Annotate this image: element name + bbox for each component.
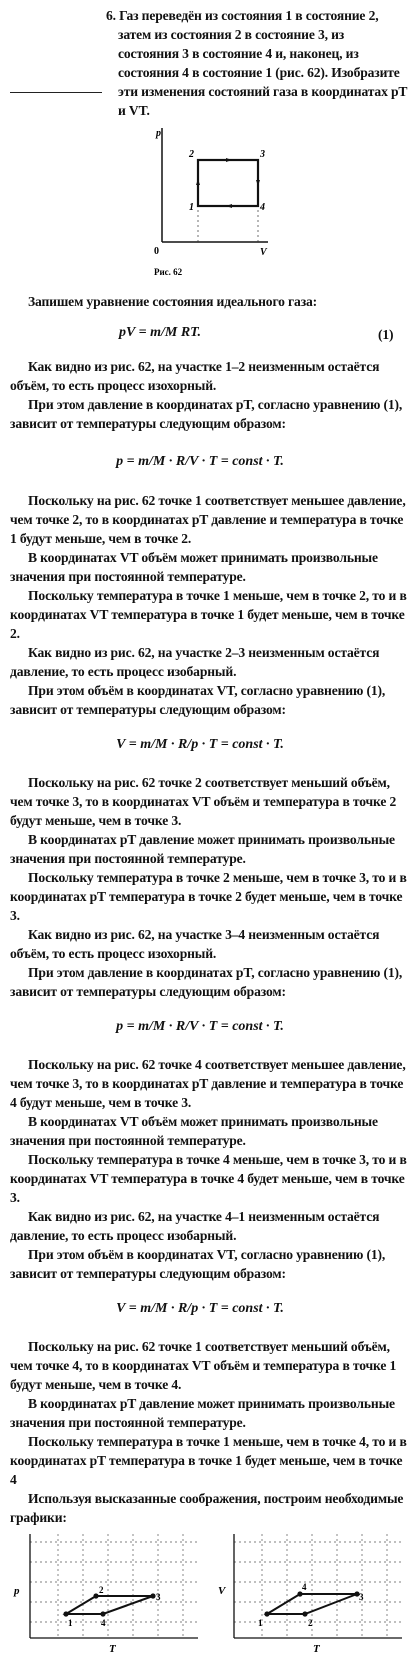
- VT-label-3: 3: [359, 1592, 364, 1602]
- paragraph: Используя высказанные соображения, построим необходимые графики:: [10, 1491, 404, 1525]
- figure-axis-x: V: [260, 247, 267, 258]
- task-number: 6.: [106, 8, 116, 23]
- solution-intro: Запишем уравнение состояния идеального газа:: [28, 294, 318, 309]
- graph-pT: [8, 1528, 208, 1656]
- paragraph: Поскольку температура в точке 2 меньше, чем в точке 3, то и в координатах pT температура в точке 2 будет меньше, чем в точке 3.: [10, 870, 407, 923]
- paragraph: Поскольку на рис. 62 точке 1 соответствует меньший объём, чем точке 4, то в координатах VT объём и температура в точке 1 будут меньше, чем в точке 4.: [10, 1339, 397, 1392]
- task-text: Газ переведён из состояния 1 в состояние 2, затем из состояния 2 в состояние 3, из состояния 3 в состояние 4 и, наконец, из состояния 4 в состояние 1 (рис. 62). Изобразите эти изменения состояний газа в координатах pT и VT.: [118, 8, 408, 118]
- answer-line: [10, 92, 102, 93]
- equation-4: p = m/M · R/V · T = const · T.: [116, 1019, 284, 1034]
- VT-label-2: 2: [308, 1618, 313, 1628]
- figure-axis-y: p: [156, 128, 161, 139]
- cycle-rect: [198, 160, 258, 206]
- VT-label-1: 1: [258, 1618, 263, 1628]
- paragraph: При этом давление в координатах pT, согласно уравнению (1), зависит от температуры следующим образом:: [10, 965, 403, 999]
- pT-label-2: 2: [99, 1585, 104, 1595]
- figure-point-1: 1: [189, 202, 194, 213]
- paragraph: Поскольку на рис. 62 точке 2 соответствует меньший объём, чем точке 3, то в координатах VT объём и температура в точке 2 будут меньше, чем в точке 3.: [10, 775, 397, 828]
- figure-origin: 0: [154, 246, 159, 257]
- paragraph: Поскольку на рис. 62 точке 1 соответствует меньшее давление, чем точке 2, то в координатах pT давление и температура в точке 1 будут меньше, чем в точке 2.: [10, 493, 406, 546]
- paragraph: Как видно из рис. 62, на участке 3–4 неизменным остаётся объём, то есть процесс изохорный.: [10, 927, 380, 961]
- paragraph: Поскольку температура в точке 1 меньше, чем в точке 4, то и в координатах pT температура в точке 1 будет меньше, чем в точке 4: [10, 1434, 407, 1487]
- paragraph: В координатах pT давление может принимать произвольные значения при постоянной температуре.: [10, 1396, 395, 1430]
- pT-label-1: 1: [68, 1618, 73, 1628]
- figure-point-3: 3: [260, 149, 265, 160]
- VT-label-4: 4: [302, 1582, 307, 1592]
- pT-ylabel: p: [14, 1585, 20, 1597]
- paragraph: Как видно из рис. 62, на участке 1–2 неизменным остаётся объём, то есть процесс изохорный.: [10, 359, 380, 393]
- equation-2: p = m/M · R/V · T = const · T.: [116, 454, 284, 469]
- paragraph: При этом давление в координатах pT, согласно уравнению (1), зависит от температуры следующим образом:: [10, 397, 403, 431]
- pT-xlabel: T: [109, 1643, 116, 1655]
- VT-xlabel: T: [313, 1643, 320, 1655]
- figure-point-2: 2: [189, 149, 194, 160]
- paragraph: Поскольку температура в точке 4 меньше, чем в точке 3, то и в координатах VT температура в точке 4 будет меньше, чем в точке 3.: [10, 1152, 407, 1205]
- paragraph: Как видно из рис. 62, на участке 4–1 неизменным остаётся давление, то есть процесс изобарный.: [10, 1209, 380, 1243]
- equation-1-number: (1): [378, 327, 394, 342]
- equation-3: V = m/M · R/p · T = const · T.: [116, 737, 284, 752]
- pT-cycle: [66, 1596, 153, 1614]
- pT-label-3: 3: [156, 1592, 161, 1602]
- figure-caption: Рис. 62: [154, 267, 183, 277]
- graph-VT: [212, 1528, 412, 1656]
- VT-ylabel: V: [218, 1585, 226, 1597]
- equation-5: V = m/M · R/p · T = const · T.: [116, 1301, 284, 1316]
- paragraph: При этом объём в координатах VT, согласно уравнению (1), зависит от температуры следующим образом:: [10, 683, 386, 717]
- paragraph: В координатах pT давление может принимать произвольные значения при постоянной температуре.: [10, 832, 395, 866]
- figure-62: [140, 120, 290, 280]
- paragraph: Поскольку на рис. 62 точке 4 соответствует меньшее давление, чем точке 3, то в координатах pT давление и температура в точке 4 будут меньше, чем в точке 3.: [10, 1057, 406, 1110]
- task-block: [106, 6, 408, 120]
- paragraph: При этом объём в координатах VT, согласно уравнению (1), зависит от температуры следующим образом:: [10, 1247, 386, 1281]
- figure-point-4: 4: [260, 202, 265, 213]
- equation-1: pV = m/M RT.: [119, 325, 201, 340]
- paragraph: Поскольку температура в точке 1 меньше, чем в точке 2, то и в координатах VT температура в точке 1 будет меньше, чем в точке 2.: [10, 588, 407, 641]
- pT-label-4: 4: [101, 1618, 106, 1628]
- paragraph: В координатах VT объём может принимать произвольные значения при постоянной температуре.: [10, 1114, 378, 1148]
- paragraph: В координатах VT объём может принимать произвольные значения при постоянной температуре.: [10, 550, 378, 584]
- paragraph: Как видно из рис. 62, на участке 2–3 неизменным остаётся давление, то есть процесс изобарный.: [10, 645, 380, 679]
